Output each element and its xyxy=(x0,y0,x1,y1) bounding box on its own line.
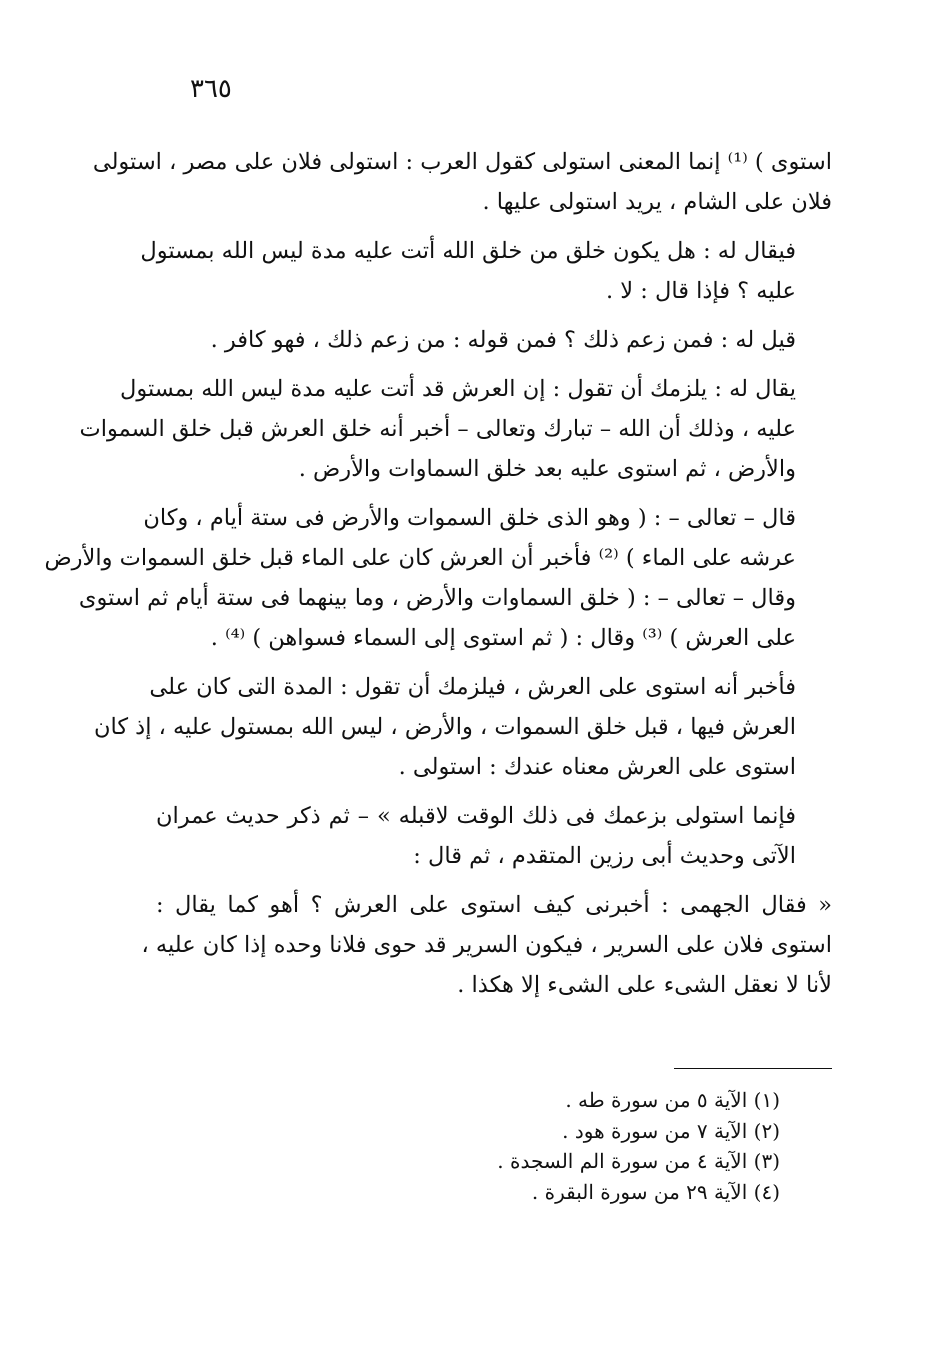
text-line: فلان على الشام ، يريد استولى عليها . xyxy=(482,189,832,215)
text-line: عرشه على الماء ) ⁽²⁾ فأخبر أن العرش كان على الماء قبل خلق السموات والأرض xyxy=(44,545,796,571)
paragraph xyxy=(156,796,832,876)
main-text xyxy=(44,142,832,1014)
footnote: (٢) الآية ٧ من سورة هود . xyxy=(562,1118,780,1143)
text-line: فإنما استولى بزعمك فى ذلك الوقت لاقبله » – ثم ذكر حديث عمران xyxy=(156,803,796,829)
footnotes xyxy=(360,1085,780,1207)
paragraph xyxy=(156,320,832,360)
text-line: استوى ) ⁽¹⁾ إنما المعنى استولى كقول العرب : استولى فلان على مصر ، استولى xyxy=(92,149,832,175)
text-line: العرش فيها ، قبل خلق السموات ، والأرض ، ليس الله بمستول عليه ، إذ كان xyxy=(93,714,796,740)
paragraph xyxy=(79,369,832,489)
text-line: قيل له : فمن زعم ذلك ؟ فمن قوله : من زعم ذلك ، فهو كافر . xyxy=(210,327,796,353)
text-line: استوى فلان على السرير ، فيكون السرير قد حوى فلانا وحده إذا كان عليه ، xyxy=(141,932,832,958)
text-line: عليه ، وذلك أن الله – تبارك وتعالى – أخبر أنه خلق العرش قبل خلق السموات xyxy=(79,416,796,442)
text-line: فأخبر أنه استوى على العرش ، فيلزمك أن تقول : المدة التى كان على xyxy=(149,674,796,700)
paragraph xyxy=(140,231,832,311)
text-line: يقال له : يلزمك أن تقول : إن العرش قد أتت عليه مدة ليس الله بمستول xyxy=(120,376,796,402)
text-line: لأنا لا نعقل الشىء على الشىء إلا هكذا . xyxy=(457,972,832,998)
text-line: قال – تعالى – : ( وهو الذى خلق السموات والأرض فى ستة أيام ، وكان xyxy=(143,505,796,531)
text-line: « فقال الجهمى : أخبرنى كيف استوى على العرش ؟ أهو كما يقال : xyxy=(156,892,832,918)
paragraph xyxy=(141,885,832,1005)
paragraph xyxy=(44,498,832,658)
text-line: وقال – تعالى – : ( خلق السماوات والأرض ، وما بينهما فى ستة أيام ثم استوى xyxy=(78,585,796,611)
text-line: والأرض ، ثم استوى عليه بعد خلق السماوات والأرض . xyxy=(298,456,796,482)
text-line: على العرش ) ⁽³⁾ وقال : ( ثم استوى إلى السماء فسواهن ) ⁽⁴⁾ . xyxy=(210,625,796,651)
text-line: فيقال له : هل يكون خلق من خلق الله أتت عليه مدة ليس الله بمستول xyxy=(140,238,796,264)
page-number: ٣٦٥ xyxy=(190,74,232,104)
footnote-separator xyxy=(674,1068,832,1069)
text-line: استوى على العرش معناه عندك : استولى . xyxy=(398,754,796,780)
footnote: (٣) الآية ٤ من سورة الم السجدة . xyxy=(497,1149,780,1173)
footnote: (١) الآية ٥ من سورة طه . xyxy=(565,1088,780,1112)
text-line: الآتى وحديث أبى رزين المتقدم ، ثم قال : xyxy=(413,843,796,869)
footnote: (٤) الآية ٢٩ من سورة البقرة . xyxy=(531,1179,780,1204)
paragraph xyxy=(92,142,832,222)
text-line: عليه ؟ فإذا قال : لا . xyxy=(606,278,796,304)
paragraph xyxy=(93,667,832,787)
